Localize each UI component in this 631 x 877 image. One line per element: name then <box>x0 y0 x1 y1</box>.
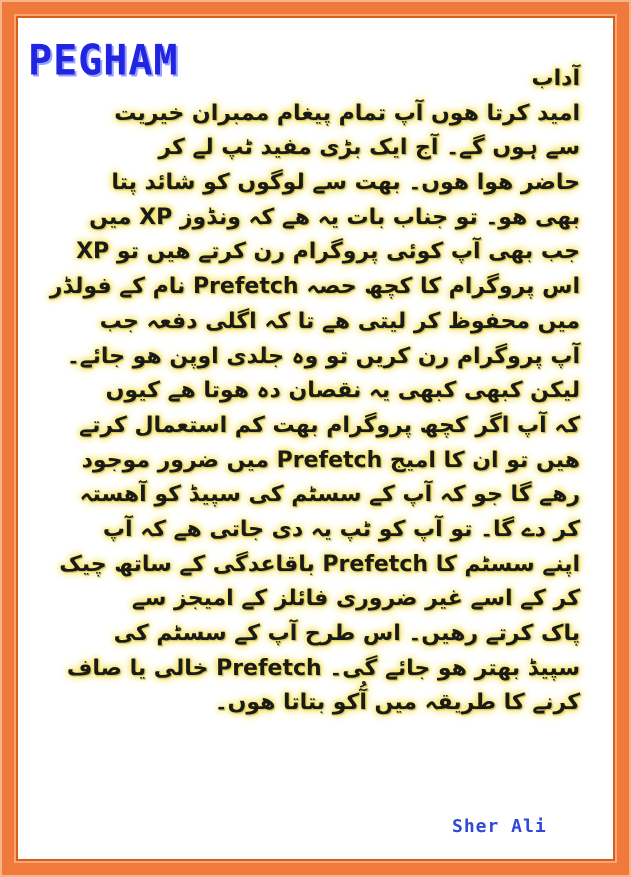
letter-line: سپیڈ بھتر ھو جائے گی۔ Prefetch خالی یا صاف <box>66 655 580 681</box>
signature: Sher Ali <box>452 816 547 837</box>
letter-line: پاک کرتے رھیں۔ اس طرح آپ کے سسٹم کی <box>113 621 580 646</box>
letter-line: سے ہوں گے۔ آج ایک بڑی مفید ٹپ لے کر <box>158 135 580 161</box>
letter-line: لیکن کبھی کبھی یہ نقصان دہ ھوتا ھے کیوں <box>105 378 580 404</box>
letter-line: بھی ھو۔ تو جناب بات یہ ھے کہ ونڈوز XP میں <box>89 204 580 230</box>
letter-line: آپ پروگرام رن کریں تو وہ جلدی اوپن ھو جائے۔ <box>66 343 580 369</box>
letter-line: حاضر ھوا ھوں۔ بھت سے لوگوں کو شائد پتا <box>111 170 580 196</box>
letter-line: کر کے اسے غیر ضروری فائلز کے امیجز سے <box>131 586 580 612</box>
letter-line: آداب <box>531 66 580 91</box>
brand-title: PEGHAM <box>28 36 179 86</box>
letter-line: کرنے کا طریقہ میں آُکو بتاتا ھوں۔ <box>214 690 580 716</box>
letter-line: جب بھی آپ کوئی پروگرام رن کرتے ھیں تو XP <box>76 239 580 265</box>
letter-line: اپنے سسٹم کا Prefetch باقاعدگی کے ساتھ چیک <box>59 551 580 577</box>
letter-line: امید کرتا ھوں آپ تمام پیغام ممبران خیریت <box>114 100 580 126</box>
letter-line: کر دے گا۔ تو آپ کو ٹپ یہ دی جاتی ھے کہ آپ <box>102 516 580 542</box>
letter-line: کہ آپ اگر کچھ پروگرام بھت کم استعمال کرتے <box>79 412 580 438</box>
letter-line: میں محفوظ کر لیتی ھے تا کہ اگلی دفعہ جب <box>99 308 580 334</box>
letter-line: رھے گا جو کہ آپ کے سسٹم کی سپیڈ کو آھستہ <box>79 482 580 508</box>
letter-body <box>40 62 580 721</box>
letter-line: ھیں تو ان کا امیج Prefetch میں ضرور موجود <box>81 447 580 473</box>
letter-line: اس پروگرام کا کچھ حصہ Prefetch نام کے فولڈر <box>49 274 580 300</box>
